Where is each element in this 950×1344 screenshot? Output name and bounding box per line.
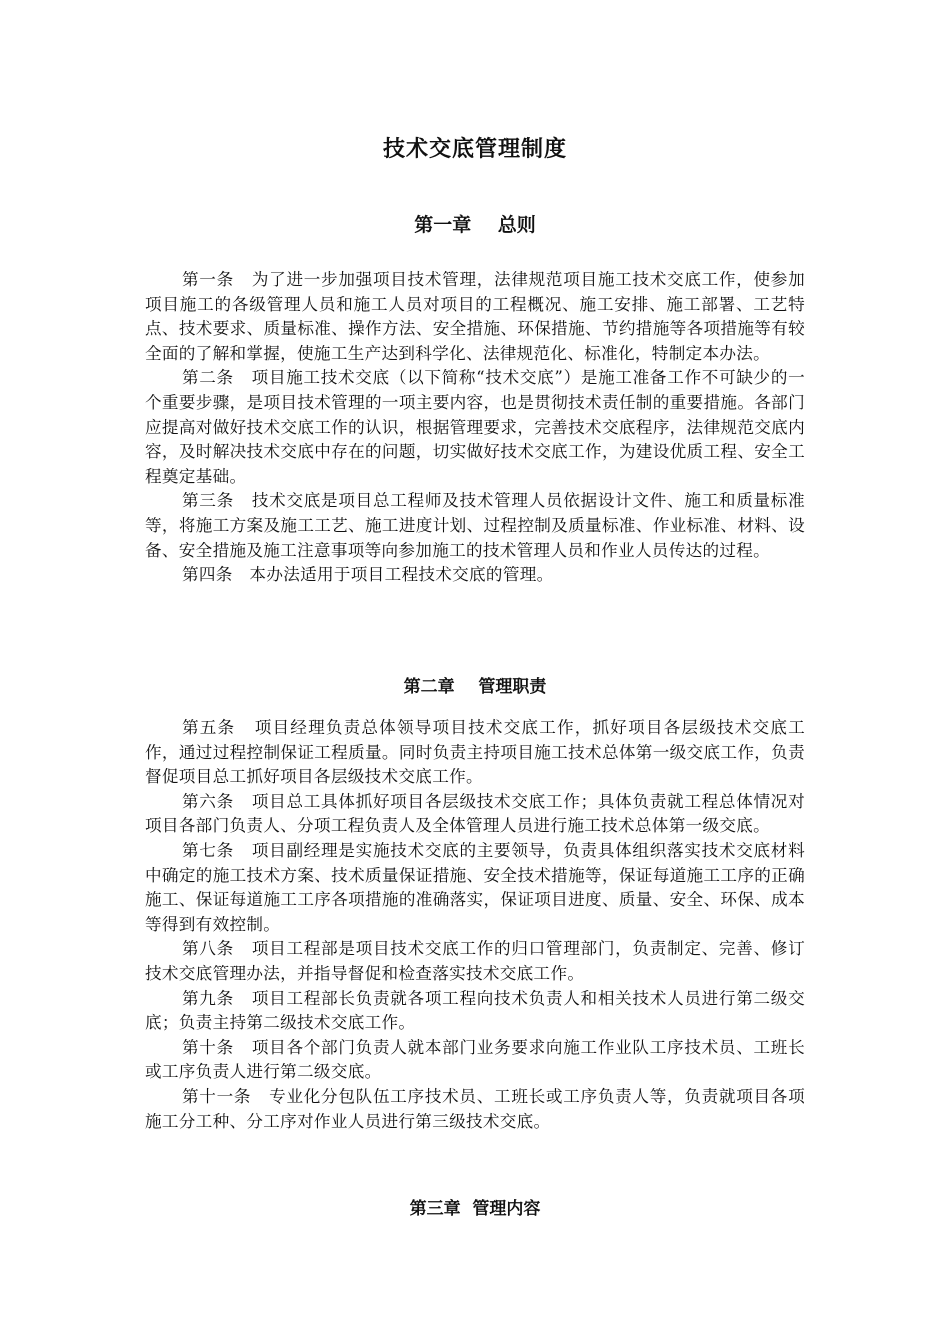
article-3 [145, 489, 805, 563]
article-11 [145, 1085, 805, 1134]
chapter-3-heading: 第三章 管理内容 [409, 1199, 541, 1219]
article-number: 第二条 [182, 368, 234, 388]
article-number: 第三条 [182, 491, 234, 511]
chapter-1-heading: 第一章 总则 [414, 214, 536, 236]
article-number: 第六条 [182, 791, 234, 811]
article-4 [145, 563, 805, 588]
article-text: 项目施工技术交底（以下简称“技术交底”）是施工准备工作不可缺少的一个重要步骤，是项目技术管理的一项主要内容，也是贯彻技术责任制的重要措施。各部门应提高对做好技术交底工作的认识，根据管理要求，完善技术交底程序，法律规范交底内容，及时解决技术交底中存在的问题，切实做好技术交底工作，为建设优质工程、安全工程奠定基础。 [145, 368, 805, 486]
article-text: 为了进一步加强项目技术管理，法律规范项目施工技术交底工作，使参加项目施工的各级管理人员和施工人员对项目的工程概况、施工安排、施工部署、工艺特点、技术要求、质量标准、操作方法、安全措施、环保措施、节约措施等各项措施等有较全面的了解和掌握，使施工生产达到科学化、法律规范化、标准化，特制定本办法。 [145, 270, 805, 363]
article-number: 第一条 [182, 270, 234, 289]
article-6 [145, 790, 805, 839]
chapter-1-body [145, 268, 805, 588]
article-number: 第十一条 [182, 1086, 252, 1106]
article-1 [145, 268, 805, 366]
document-title: 技术交底管理制度 [382, 136, 567, 162]
article-text: 项目总工具体抓好项目各层级技术交底工作；具体负责就工程总体情况对项目各部门负责人、分项工程负责人及全体管理人员进行施工技术总体第一级交底。 [145, 791, 805, 836]
article-number: 第八条 [182, 939, 234, 959]
article-2 [145, 366, 805, 489]
article-7 [145, 839, 805, 937]
article-text: 项目副经理是实施技术交底的主要领导，负责具体组织落实技术交底材料中确定的施工技术方案、技术质量保证措施、安全技术措施等，保证每道施工工序的正确施工、保证每道施工工序各项措施的准确落实，保证项目进度、质量、安全、环保、成本等得到有效控制。 [145, 840, 805, 934]
article-text: 专业化分包队伍工序技术员、工班长或工序负责人等，负责就项目各项施工分工种、分工序对作业人员进行第三级技术交底。 [145, 1086, 805, 1131]
article-10 [145, 1036, 805, 1085]
article-9 [145, 987, 805, 1036]
article-number: 第四条 [182, 565, 233, 585]
article-text: 本办法适用于项目工程技术交底的管理。 [249, 565, 554, 585]
article-number: 第九条 [182, 988, 234, 1008]
article-5 [145, 716, 805, 790]
article-text: 项目工程部是项目技术交底工作的归口管理部门，负责制定、完善、修订技术交底管理办法，并指导督促和检查落实技术交底工作。 [145, 939, 805, 983]
article-number: 第五条 [182, 718, 236, 737]
article-8 [145, 937, 805, 986]
article-text: 项目各个部门负责人就本部门业务要求向施工作业队工序技术员、工班长或工序负责人进行第二级交底。 [145, 1037, 805, 1082]
article-number: 第十条 [182, 1037, 234, 1057]
article-text: 技术交底是项目总工程师及技术管理人员依据设计文件、施工和质量标准等，将施工方案及施工工艺、施工进度计划、过程控制及质量标准、作业标准、材料、设备、安全措施及施工注意事项等向参加施工的技术管理人员和作业人员传达的过程。 [145, 491, 805, 560]
chapter-2-heading: 第二章 管理职责 [403, 677, 547, 697]
article-text: 项目工程部长负责就各项工程向技术负责人和相关技术人员进行第二级交底；负责主持第二级技术交底工作。 [145, 988, 805, 1033]
article-number: 第七条 [182, 840, 234, 860]
article-text: 项目经理负责总体领导项目技术交底工作，抓好项目各层级技术交底工作，通过过程控制保证工程质量。同时负责主持项目施工技术总体第一级交底工作，负责督促项目总工抓好项目各层级技术交底工作。 [145, 718, 805, 787]
chapter-2-body [145, 716, 805, 1134]
